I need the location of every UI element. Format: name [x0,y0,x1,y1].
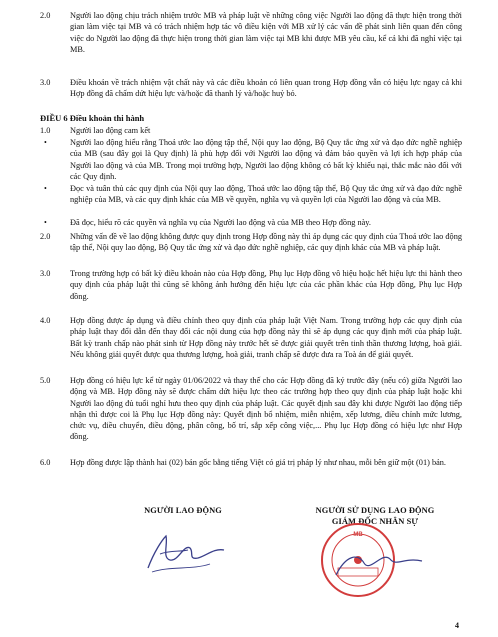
employee-signature-label: NGƯỜI LAO ĐỘNG [144,506,222,515]
clause-text: Hợp đồng được áp dụng và điều chỉnh theo quy định của pháp luật Việt Nam. Trong trường hợp các quy định của pháp luật thay đổi dẫn đến thay đổi các nội dung của hợp đồng này thì sẽ áp dụng các quy định mới của pháp luật. Bất kỳ tranh chấp nào phát sinh từ Hợp đồng này trước hết sẽ được giải quyết trên tinh thần thương lượng, hoà giải. Nếu không giải quyết được qua thương lượng, hoà giải, tranh chấp sẽ được đưa ra Toà án để giải quyết. [70,316,462,359]
clause-number: 5.0 [40,376,51,385]
clause-number: 3.0 [40,78,51,87]
clause-text: Người lao động chịu trách nhiệm trước MB và pháp luật về những công việc Người lao động đã thực hiện trong thời gian làm việc tại MB và có trách nhiệm hợp tác vô điều kiện với MB xử lý các vấn đề phát sinh liên quan đến công việc do Người lao động đã thực hiện trong thời gian làm việc tại MB khi được MB yêu cầu, kể cả khi đã nghỉ việc tại MB. [70,11,462,54]
employer-signature-mark [330,545,430,585]
employer-signature-sublabel: GIÁM ĐỐC NHÂN SỰ [331,517,419,526]
clause-text: Đã đọc, hiểu rõ các quyền và nghĩa vụ của Người lao động và của MB theo Hợp đồng này. [70,218,371,227]
clause-text: Người lao động hiểu rằng Thoả ước lao động tập thể, Nội quy lao động, Bộ Quy tắc ứng xử và đạo đức nghề nghiệp của MB (sau đây gọi là Quy định) là phù hợp đối với Người lao động và đảm bảo quyền và lợi ích hợp pháp của Người lao động và của MB. Trong mọi trường hợp, Người lao động không có bất kỳ khiếu nại, thắc mắc nào đối với các Quy định. [70,138,462,181]
clause-number: 2.0 [40,232,51,241]
bullet-icon: • [44,138,47,147]
clause-text: Đọc và tuân thủ các quy định của Nội quy lao động, Thoả ước lao động tập thể, Bộ Quy tắc ứng xử và đạo đức nghề nghiệp của MB, và các quy định khác của MB về quyền, nghĩa vụ và quyền lợi của Người lao động và của MB. [70,184,462,205]
clause-text: Người lao động cam kết [70,126,151,135]
clause-text: Những vấn đề về lao động không được quy định trong Hợp đồng này thì áp dụng các quy định của Thoả ước lao động tập thể, Nội quy lao động, Bộ Quy tắc ứng xử và đạo đức nghề nghiệp, các quy định khác của MB và pháp luật. [70,232,462,253]
clause-number: 6.0 [40,458,51,467]
clause-text: Hợp đồng có hiệu lực kể từ ngày 01/06/2022 và thay thế cho các Hợp đồng đã ký trước đây (nếu có) giữa Người lao động và MB. Hợp đồng này sẽ được chấm dứt hiệu lực theo các trường hợp theo quy định của pháp luật hoặc khi Người lao động đủ tuổi nghỉ hưu theo quy định của pháp luật. Các quyết định sau đây khi được Người lao động tiếp nhận thì được coi là Phụ lục Hợp đồng này: Quyết định bổ nhiệm, miễn nhiệm, xếp lương, điều chỉnh mức lương, chức vụ, điều chuyển, điều động, phân công, bố trí, sắp xếp công việc,... Phụ lục Hợp đồng có hiệu lực như Hợp đồng. [70,376,462,442]
page-number: 4 [455,621,459,630]
bullet-icon: • [44,218,47,227]
bullet-icon: • [44,184,47,193]
employee-signature-mark [140,530,230,575]
clause-number: 2.0 [40,11,51,20]
clause-number: 1.0 [40,126,51,135]
svg-text:MB: MB [353,532,363,538]
clause-text: Hợp đồng được lập thành hai (02) bản gốc bằng tiếng Việt có giá trị pháp lý như nhau, mỗi bên giữ một (01) bản. [70,458,446,467]
section-heading: ĐIỀU 6 Điều khoản thi hành [40,113,145,123]
clause-number: 4.0 [40,316,51,325]
clause-text: Điều khoản về trách nhiệm vật chất này và các điều khoản có liên quan trong Hợp đồng vẫn có hiệu lực ngay cả khi Hợp đồng đã chấm dứt hiệu lực và/hoặc đã thanh lý và/hoặc huỷ bỏ. [70,78,462,99]
employer-signature-label: NGƯỜI SỬ DỤNG LAO ĐỘNG [315,506,435,515]
clause-number: 3.0 [40,269,51,278]
clause-text: Trong trường hợp có bất kỳ điều khoản nào của Hợp đồng, Phụ lục Hợp đồng vô hiệu hoặc hết hiệu lực thi hành theo quy định của pháp luật thì cũng sẽ không ảnh hưởng đến hiệu lực của các phần khác của Hợp đồng, Phụ lục Hợp đồng. [70,269,462,301]
